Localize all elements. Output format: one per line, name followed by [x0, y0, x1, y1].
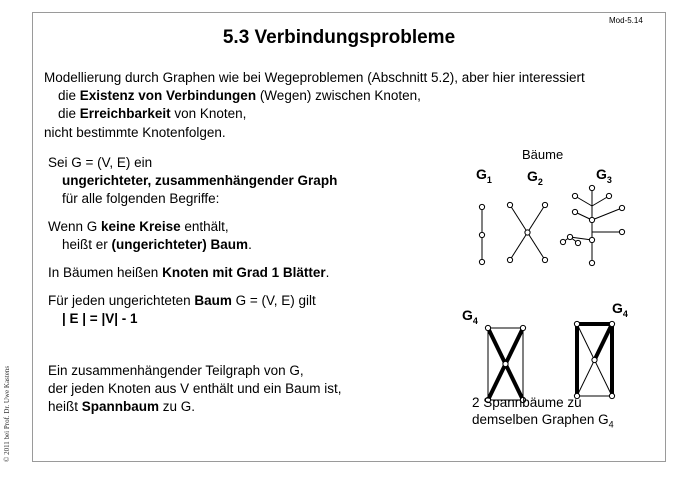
caption-line-1: 2 Spannbäume zu — [472, 395, 582, 410]
edge-count-formula: | E | = |V| - 1 — [62, 311, 138, 326]
copyright-credit: © 2011 bei Prof. Dr. Uwe Kastens — [3, 365, 11, 462]
slide-id: Mod-5.14 — [609, 16, 643, 25]
intro-line-2: die Existenz von Verbindungen (Wegen) zwischen Knoten, — [58, 88, 421, 104]
edge-count-line-1: Für jeden ungerichteten Baum G = (V, E) gilt — [48, 293, 316, 308]
tree-g3 — [563, 188, 622, 263]
leaves-definition: In Bäumen heißen Knoten mit Grad 1 Blätter. — [48, 265, 330, 280]
intro-line-1: Modellierung durch Graphen wie bei Wegeproblemen (Abschnitt 5.2), aber hier interessiert — [44, 70, 585, 85]
spanning-line-3: heißt Spannbaum zu G. — [48, 399, 196, 414]
graph-label-g2: $G_2$ — [527, 168, 543, 187]
tree-definition-line-1: Wenn G keine Kreise enthält, — [48, 219, 229, 234]
graph-label-g4-left: $G_4$ — [462, 307, 478, 326]
page-title: 5.3 Verbindungsprobleme — [222, 27, 456, 48]
spanning-line-1: Ein zusammenhängender Teilgraph von G, — [48, 363, 304, 378]
spanning-line-2: der jeden Knoten aus V enthält und ein Baum ist, — [48, 381, 342, 396]
graph-label-g3: $G_3$ — [596, 166, 612, 185]
definition-line-2: ungerichteter, zusammenhängender Graph — [62, 173, 338, 188]
tree-definition-line-2: heißt er (ungerichteter) Baum. — [62, 237, 252, 252]
definition-line-1: Sei G = (V, E) ein — [48, 155, 153, 170]
definition-line-3: für alle folgenden Begriffe: — [62, 191, 220, 206]
intro-line-4: nicht bestimmte Knotenfolgen. — [44, 124, 226, 140]
graph-label-g1: $G_1$ — [476, 166, 492, 185]
spanning-tree-caption — [472, 394, 614, 434]
graph-label-g4-right: $G_4$ — [612, 300, 628, 319]
intro-line-3: die Erreichbarkeit von Knoten, — [58, 106, 247, 122]
trees-label: Bäume — [522, 147, 564, 162]
caption-line-2: demselben Graphen $G_4$ — [472, 412, 614, 430]
